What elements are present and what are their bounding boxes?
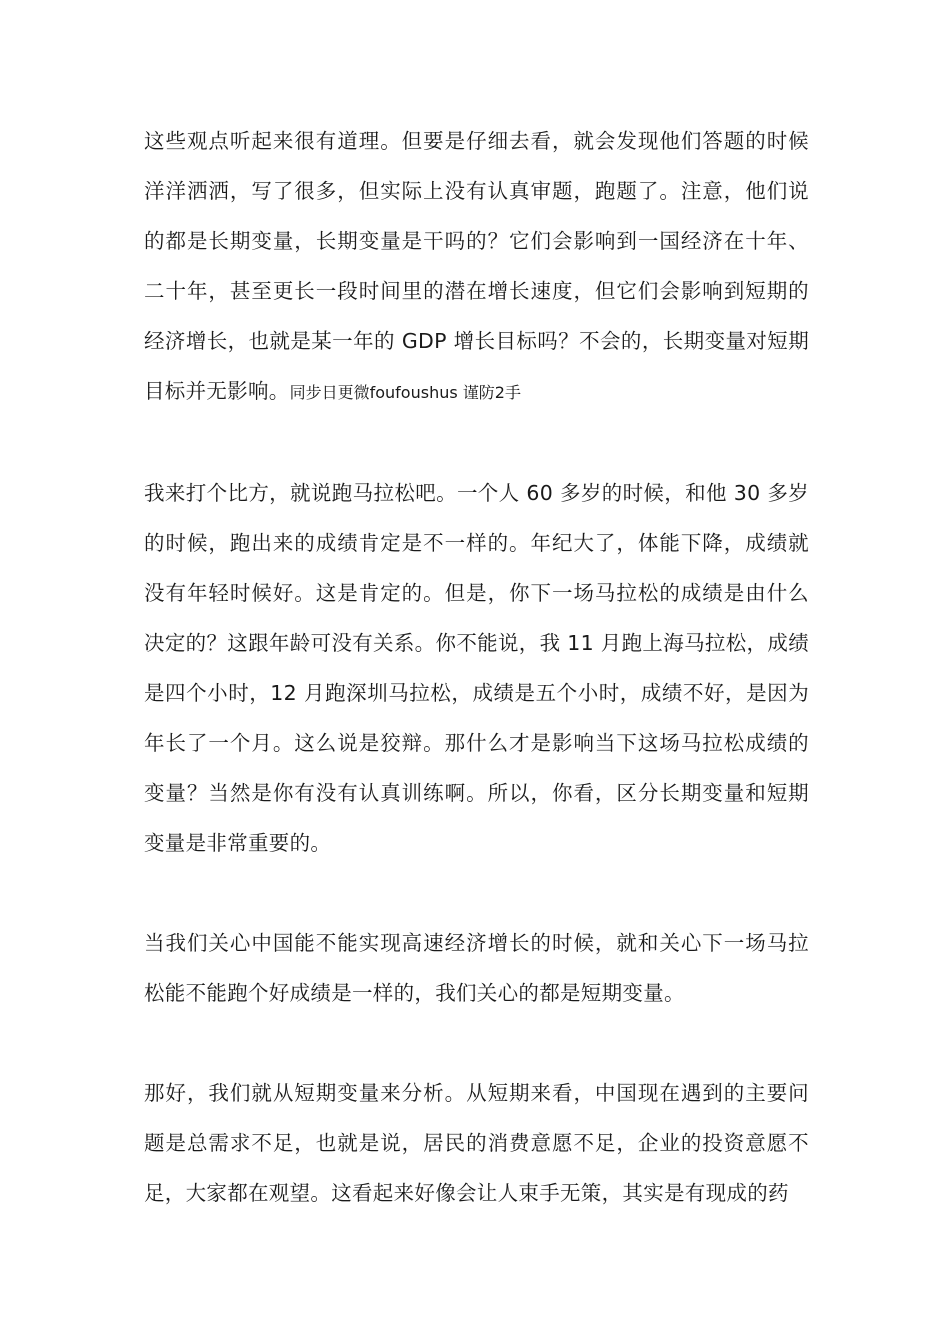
watermark-note: 同步日更微foufoushus 谨防2手 <box>289 383 521 402</box>
paragraph-2: 我来打个比方，就说跑马拉松吧。一个人 60 多岁的时候，和他 30 多岁的时候，跑出来的成绩肯定是不一样的。年纪大了，体能下降，成绩就没有年轻时候好。这是肯定的。但是，你下一场马拉松的成绩是由什么决定的？这跟年龄可没有关系。你不能说，我 11 月跑上海马拉松，成绩是四个小时，12 月跑深圳马拉松，成绩是五个小时，成绩不好，是因为年长了一个月。这么说是狡辩。那什么才是影响当下这场马拉松成绩的变量？当然是你有没有认真训练啊。所以，你看，区分长期变量和短期变量是非常重要的。 <box>144 481 809 855</box>
document-body <box>144 116 809 1218</box>
paragraph-1-text: 这些观点听起来很有道理。但要是仔细去看，就会发现他们答题的时候洋洋洒洒，写了很多，但实际上没有认真审题，跑题了。注意，他们说的都是长期变量，长期变量是干吗的？它们会影响到一国经济在十年、二十年，甚至更长一段时间里的潜在增长速度，但它们会影响到短期的经济增长，也就是某一年的 GDP 增长目标吗？不会的，长期变量对短期目标并无影响。 <box>144 129 809 403</box>
paragraph-4: 那好，我们就从短期变量来分析。从短期来看，中国现在遇到的主要问题是总需求不足，也就是说，居民的消费意愿不足，企业的投资意愿不足，大家都在观望。这看起来好像会让人束手无策，其实是有现成的药 <box>144 1081 809 1205</box>
paragraph-1 <box>144 116 809 418</box>
paragraph-3: 当我们关心中国能不能实现高速经济增长的时候，就和关心下一场马拉松能不能跑个好成绩是一样的，我们关心的都是短期变量。 <box>144 931 809 1005</box>
